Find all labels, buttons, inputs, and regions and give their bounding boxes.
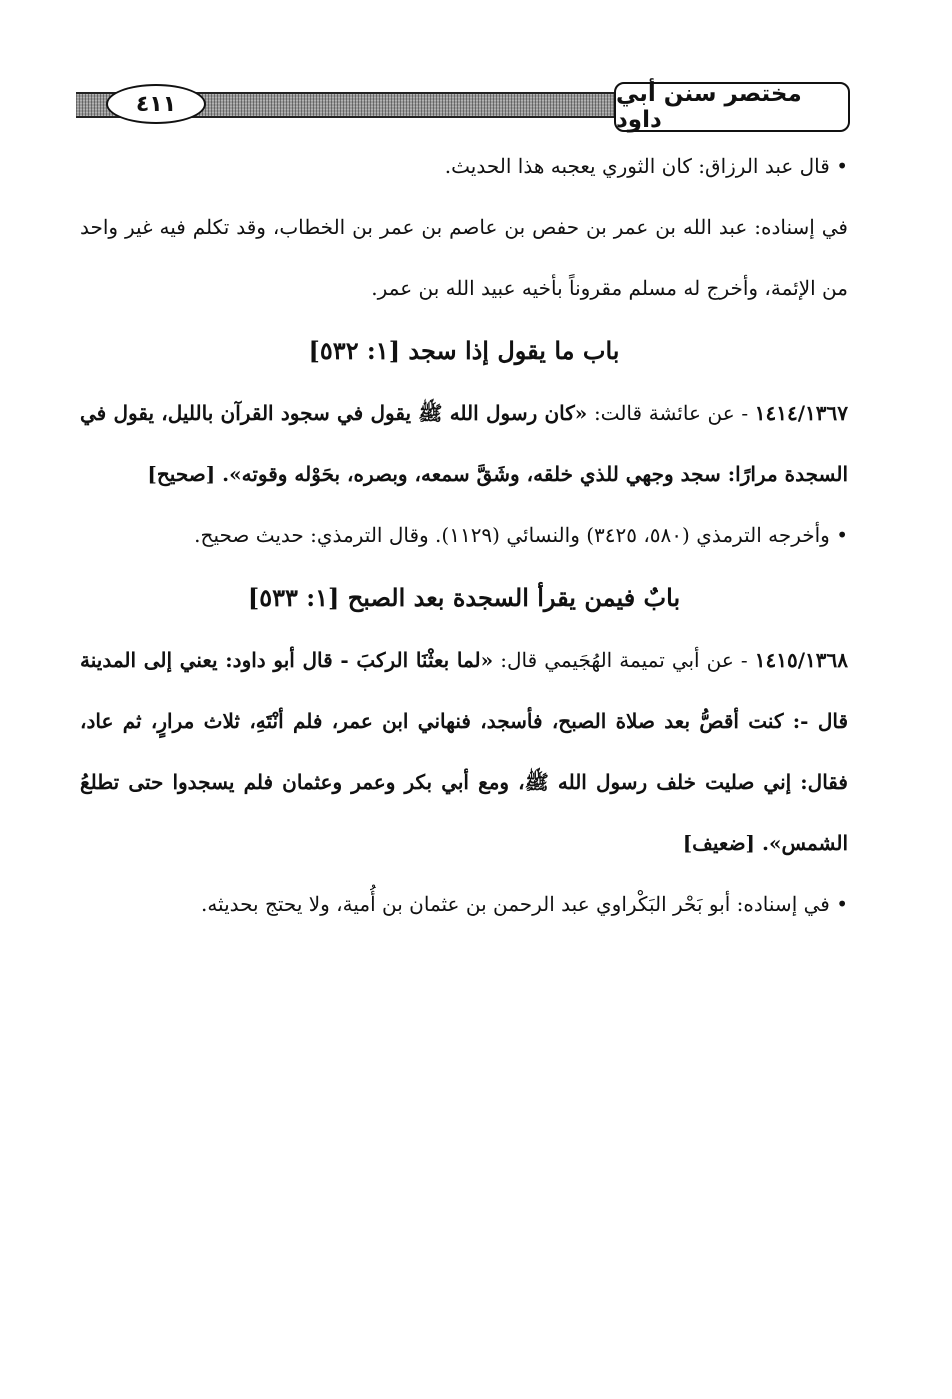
hadith-number: ١٤١٤/١٣٦٧: [754, 401, 848, 425]
chapter-heading: بابٌ فيمن يقرأ السجدة بعد الصبح [١: ٥٣٣]: [247, 583, 681, 612]
bullet-icon: •: [836, 154, 848, 178]
note-text: قال عبد الرزاق: كان الثوري يعجبه هذا الحديث.: [444, 154, 830, 178]
bullet-icon: •: [836, 523, 848, 547]
book-title: مختصر سنن أبي داود: [614, 82, 850, 132]
note-paragraph: [80, 136, 848, 197]
hadith-grade: [ضعيف]: [682, 831, 762, 855]
note-paragraph: في إسناده: عبد الله بن عمر بن حفص بن عاصم بن عمر بن الخطاب، وقد تكلم فيه غير واحد من الإئمة، وأخرج له مسلم مقروناً بأخيه عبيد الله بن عمر.: [80, 215, 848, 300]
page-header: [76, 82, 850, 132]
note-text: وأخرجه الترمذي (٥٨٠، ٣٤٢٥) والنسائي (١١٢٩). وقال الترمذي: حديث صحيح.: [194, 523, 830, 547]
hadith-intro: - عن عائشة قالت:: [587, 401, 755, 425]
page-number: ٤١١: [106, 84, 206, 124]
chapter-heading: باب ما يقول إذا سجد [١: ٥٣٢]: [308, 336, 620, 365]
note-text: في إسناده: أبو بَحْر البَكْراوي عبد الرحمن بن عثمان بن أُمية، ولا يحتج بحديثه.: [200, 892, 830, 916]
bullet-icon: •: [836, 892, 848, 916]
hadith-paragraph: [80, 630, 848, 874]
hadith-grade: [صحيح]: [147, 462, 223, 486]
note-paragraph: [80, 874, 848, 935]
hadith-intro: - عن أبي تميمة الهُجَيمي قال:: [493, 648, 755, 672]
note-paragraph: [80, 505, 848, 566]
hadith-matn: «كان رسول الله ﷺ يقول في سجود القرآن بالليل، يقول في السجدة مرارًا: سجد وجهي للذي خلقه، وشَقَّ سمعه، وبصره، بحَوْله وقوته».: [80, 401, 848, 486]
hadith-paragraph: [80, 383, 848, 505]
hadith-matn: «لما بعثْنَا الركبَ - قال أبو داود: يعني إلى المدينة قال -: كنت أقصُّ بعد صلاة الصبح، فأسجد، فنهاني ابن عمر، فلم أنْتَهِ، ثلاث مرارٍ، ثم عاد، فقال: إني صليت خلف رسول الله ﷺ، ومع أبي بكر وعمر وعثمان فلم يسجدوا حتى تطلعُ الشمس».: [80, 648, 848, 855]
page-body: [80, 136, 848, 935]
hadith-number: ١٤١٥/١٣٦٨: [754, 648, 848, 672]
